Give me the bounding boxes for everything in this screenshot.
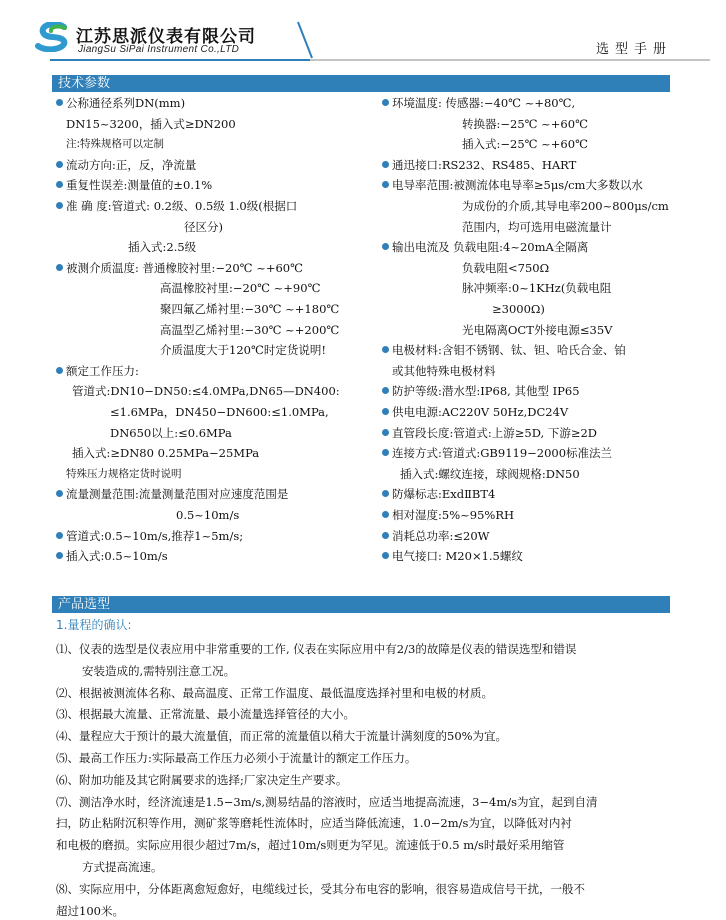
- tech-left-text: ≤1.6MPa，DN450−DN600:≤1.0MPa,: [110, 405, 329, 419]
- bullet-icon: [382, 449, 389, 456]
- tech-right-line: [382, 487, 495, 501]
- tech-left-line: [110, 426, 232, 440]
- tech-right-text: 连接方式:管道式:GB9119−2000标准法兰: [392, 446, 613, 461]
- tech-right-text: 转换器:−25℃ ~+60℃: [462, 116, 588, 131]
- bullet-icon: [56, 367, 63, 374]
- tech-left-text: 径区分): [184, 219, 223, 234]
- tech-right-line: [462, 137, 588, 151]
- selection-line: ⑵、根据被测流体名称、最高温度、正常工作温度、最低温度选择衬里和电极的材质。: [56, 685, 493, 700]
- selection-line: 超过100米。: [56, 903, 124, 918]
- tech-right-line: [382, 508, 514, 522]
- bullet-icon: [56, 264, 63, 271]
- company-name-en: JiangSu SiPai Instrument Co.,LTD: [78, 44, 240, 55]
- tech-right-text: 负载电阻<750Ω: [462, 260, 550, 275]
- tech-left-text: 管道式:0.5~10m/s,推荐1~5m/s;: [66, 528, 244, 543]
- tech-left-line: [56, 178, 212, 192]
- tech-right-text: 脉冲频率:0~1KHz(负载电阻: [462, 281, 612, 296]
- tech-left-line: [56, 199, 297, 213]
- header-slash: [296, 20, 316, 60]
- selection-line: ⑴、仪表的选型是仪表应用中非常重要的工作, 仪表在实际应用中有2/3的故障是仪表的错误选型和错误: [56, 642, 577, 656]
- bullet-icon: [382, 161, 389, 168]
- tech-left-text: 注:特殊规格可以定制: [66, 138, 165, 151]
- bullet-icon: [56, 532, 63, 539]
- tech-right-line: [462, 323, 612, 337]
- tech-left-text: 流量测量范围:流量测量范围对应速度范围是: [66, 487, 289, 502]
- tech-left-line: [160, 323, 339, 337]
- tech-left-text: 插入式:2.5级: [128, 240, 197, 255]
- bullet-icon: [382, 552, 389, 559]
- tech-left-text: 流动方向:正，反，净流量: [66, 157, 197, 172]
- section-tech-params: 技术参数: [52, 75, 670, 92]
- tech-right-line: [492, 302, 545, 316]
- tech-left-text: 公称通径系列DN(mm): [66, 96, 186, 110]
- tech-right-line: [382, 158, 576, 172]
- bullet-icon: [56, 490, 63, 497]
- tech-left-line: [128, 240, 196, 254]
- bullet-icon: [56, 552, 63, 559]
- tech-right-line: [382, 405, 568, 419]
- tech-left-line: [56, 487, 288, 501]
- bullet-icon: [382, 387, 389, 394]
- tech-right-line: [462, 281, 611, 295]
- tech-right-text: 供电电源:AC220V 50Hz,DC24V: [392, 405, 569, 419]
- company-logo: [34, 22, 72, 52]
- tech-right-line: [382, 446, 612, 460]
- tech-right-text: 防爆标志:ExdⅡBT4: [392, 487, 496, 502]
- tech-left-line: [110, 405, 329, 419]
- tech-right-line: [462, 220, 612, 234]
- tech-right-text: 或其他特殊电极材料: [392, 363, 496, 378]
- tech-right-text: 环境温度: 传感器:−40℃ ~+80℃,: [392, 96, 576, 110]
- tech-left-text: 0.5~10m/s: [176, 508, 240, 522]
- tech-left-text: 聚四氟乙烯衬里:−30℃ ~+180℃: [160, 302, 340, 316]
- tech-left-line: [66, 137, 164, 151]
- tech-right-line: [462, 199, 669, 213]
- tech-left-text: 准 确 度:管道式: 0.2级、0.5级 1.0级(根据口: [66, 199, 298, 213]
- tech-left-line: [56, 549, 168, 563]
- tech-right-line: [462, 117, 588, 131]
- tech-left-text: 特殊压力规格定货时说明: [66, 467, 182, 480]
- tech-left-text: 管道式:DN10−DN50:≤4.0MPa,DN65—DN400:: [72, 384, 340, 399]
- selection-line: ⑺、测洁净水时，经济流速是1.5−3m/s,测易结晶的溶液时，应适当地提高流速，3−4m/s为宜，起到自清: [56, 794, 598, 809]
- tech-left-line: [66, 117, 236, 131]
- selection-line: ⑷、量程应大于预计的最大流量值，而正常的流量值以稍大于流量计满刻度的50%为宜。: [56, 729, 508, 744]
- tech-left-line: [56, 96, 185, 110]
- tech-right-text: 电极材料:含钼不锈钢、钛、钽、哈氏合金、铂: [392, 343, 626, 358]
- tech-right-text: 直管段长度:管道式:上游≥5D, 下游≥2D: [392, 425, 597, 440]
- tech-left-line: [176, 508, 239, 522]
- tech-right-text: 电导率范围:被测流体电导率≥5μs/cm大多数以水: [392, 178, 643, 193]
- tech-right-text: 通迅接口:RS232、RS485、HART: [392, 157, 577, 172]
- tech-right-text: 相对湿度:5%~95%RH: [392, 508, 515, 522]
- tech-right-line: [382, 240, 588, 254]
- tech-right-line: [400, 467, 580, 481]
- selection-line: ⑻、实际应用中，分体距离愈短愈好，电缆线过长，受其分布电容的影响，很容易造成信号干扰，一般不: [56, 881, 585, 896]
- tech-left-line: [160, 343, 326, 357]
- selection-line: 方式提高流速。: [82, 860, 163, 874]
- section-product-selection: 产品选型: [52, 596, 670, 613]
- bullet-icon: [56, 181, 63, 188]
- bullet-icon: [56, 202, 63, 209]
- tech-right-line: [392, 364, 496, 378]
- tech-right-line: [382, 549, 523, 563]
- tech-left-line: [66, 467, 182, 481]
- tech-left-line: [160, 302, 339, 316]
- tech-left-line: [160, 281, 320, 295]
- selection-line: ⑶、根据最大流量、正常流量、最小流量选择管径的大小。: [56, 707, 355, 722]
- tech-right-line: [382, 178, 643, 192]
- tech-right-text: 电气接口: M20×1.5螺纹: [392, 549, 523, 564]
- tech-right-text: 为成份的介质,其导电率200~800μs/cm: [462, 199, 669, 213]
- tech-left-text: 高温橡胶衬里:−20℃ ~+90℃: [160, 281, 321, 296]
- tech-right-text: 防护等级:潜水型:IP68, 其他型 IP65: [392, 384, 580, 399]
- selection-line: ⑹、附加功能及其它附属要求的选择;厂家决定生产要求。: [56, 772, 348, 787]
- tech-left-text: DN15~3200，插入式≥DN200: [66, 116, 236, 131]
- tech-left-text: 高温型乙烯衬里:−30℃ ~+200℃: [160, 322, 340, 337]
- company-name-cn: 江苏思派仪表有限公司: [76, 27, 256, 47]
- tech-left-line: [56, 158, 196, 172]
- tech-left-line: [72, 446, 259, 460]
- tech-right-text: 插入式:螺纹连接，球阀规格:DN50: [400, 466, 580, 481]
- bullet-icon: [382, 408, 389, 415]
- tech-right-line: [382, 426, 597, 440]
- selection-line: 安装造成的,需特别注意工况。: [82, 663, 236, 678]
- selection-subtitle: 1.量程的确认:: [56, 618, 132, 632]
- tech-left-text: 被测介质温度: 普通橡胶衬里:−20℃ ~+60℃: [66, 260, 303, 275]
- selection-line: 和电极的磨损。实际应用很少超过7m/s，超过10m/s则更为罕见。流速低于0.5 m/s时最好采用缩管: [56, 838, 565, 853]
- tech-left-line: [56, 529, 243, 543]
- selection-line: ⑸、最高工作压力:实际最高工作压力必须小于流量计的额定工作压力。: [56, 751, 417, 765]
- tech-right-line: [382, 384, 580, 398]
- bullet-icon: [382, 532, 389, 539]
- tech-right-text: 光电隔离OCT外接电源≤35V: [462, 322, 613, 337]
- tech-left-line: [56, 364, 139, 378]
- bullet-icon: [382, 243, 389, 250]
- tech-right-line: [382, 343, 626, 357]
- bullet-icon: [382, 490, 389, 497]
- header-rule: [0, 56, 726, 66]
- tech-left-text: DN650以上:≤0.6MPa: [110, 425, 232, 440]
- tech-left-line: [184, 220, 223, 234]
- bullet-icon: [56, 161, 63, 168]
- bullet-icon: [382, 511, 389, 518]
- tech-right-text: 插入式:−25℃ ~+60℃: [462, 137, 588, 152]
- manual-title: 选型手册: [596, 42, 673, 57]
- tech-right-text: ≥3000Ω): [492, 302, 545, 316]
- tech-right-line: [382, 96, 575, 110]
- tech-right-line: [462, 261, 549, 275]
- tech-left-line: [56, 261, 303, 275]
- tech-left-text: 插入式:0.5~10m/s: [66, 549, 168, 564]
- tech-right-text: 消耗总功率:≤20W: [392, 528, 490, 543]
- tech-left-text: 介质温度大于120℃时定货说明!: [160, 343, 326, 358]
- tech-right-line: [382, 529, 489, 543]
- selection-line: 扫，防止粘附沉积等作用，测矿浆等磨耗性流体时，应适当降低流速，1.0−2m/s为宜，以降低对内衬: [56, 816, 572, 831]
- bullet-icon: [56, 99, 63, 106]
- bullet-icon: [382, 346, 389, 353]
- tech-left-text: 插入式:≥DN80 0.25MPa−25MPa: [72, 446, 260, 461]
- tech-left-text: 重复性误差:测量值的±0.1%: [66, 178, 213, 193]
- tech-right-text: 范围内，均可选用电磁流量计: [462, 219, 612, 234]
- tech-left-text: 额定工作压力:: [66, 363, 139, 378]
- bullet-icon: [382, 429, 389, 436]
- bullet-icon: [382, 181, 389, 188]
- bullet-icon: [382, 99, 389, 106]
- tech-right-text: 输出电流及 负载电阻:4~20mA全隔离: [392, 240, 589, 255]
- tech-left-line: [72, 384, 340, 398]
